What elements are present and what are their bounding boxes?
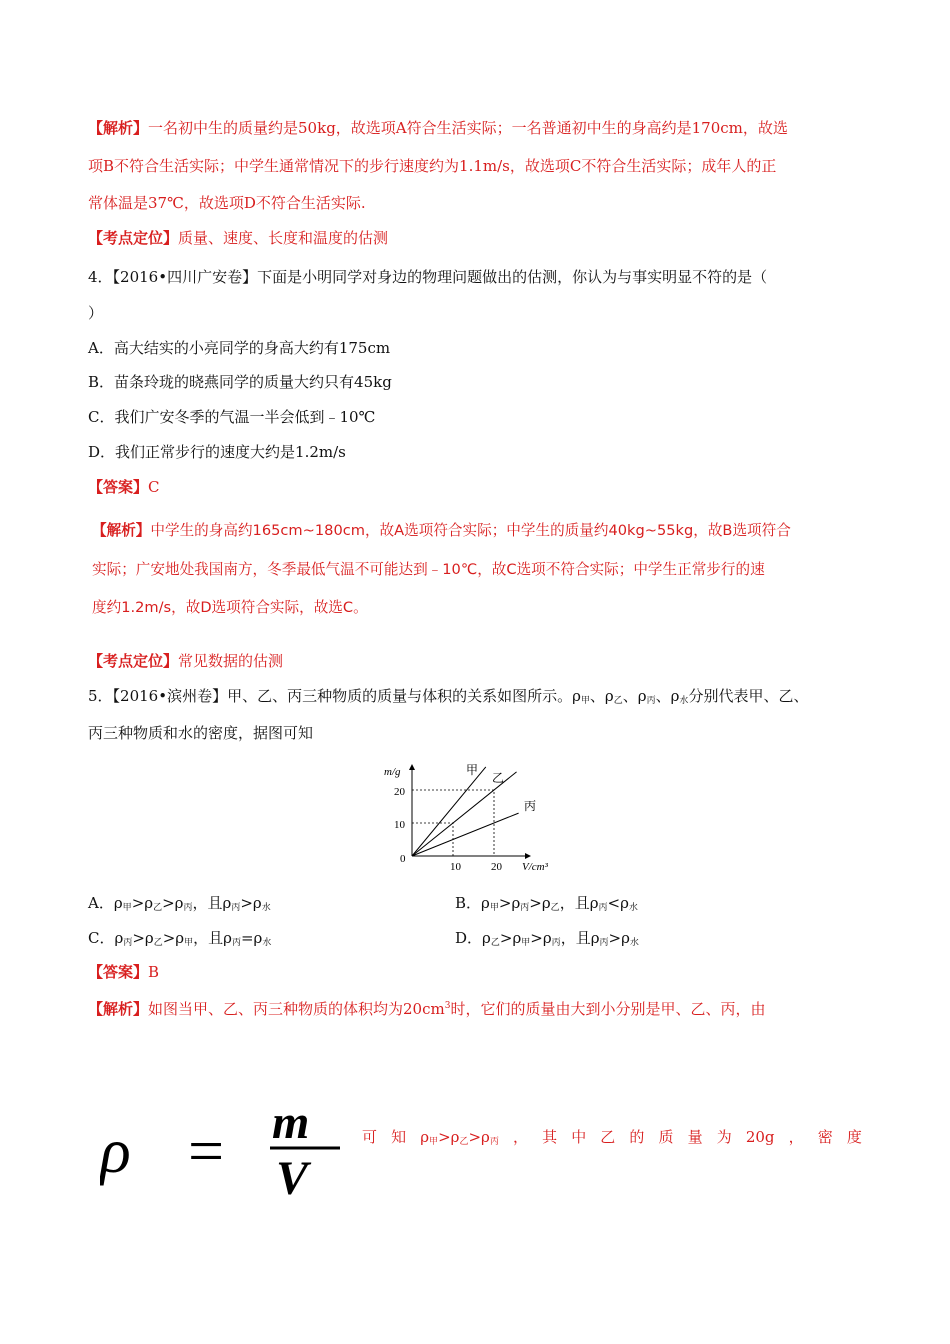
q4-option-b: B．苗条玲珑的晓燕同学的质量大约只有45kg [88,373,392,391]
origin-label: 0 [400,853,406,865]
q5-mass-volume-graph [380,760,570,875]
q4-answer: 【答案】C [88,478,160,496]
q4-knowledge-point: 【考点定位】常见数据的估测 [88,652,284,670]
density-formula [100,1100,350,1200]
formula-rho: ρ [100,1115,131,1186]
y-tick-20: 20 [394,786,405,798]
series-label-bing: 丙 [524,799,537,813]
formula-numerator: m [272,1100,310,1149]
q3-analysis-line-3: 常体温是37℃，故选项D不符合生活实际. [88,194,366,212]
q3-analysis-line-2: 项B不符合生活实际；中学生通常情况下的步行速度约为1.1m/s，故选项C不符合生活实际；成年人的正 [88,157,777,175]
x-tick-20: 20 [491,861,502,873]
q4-analysis-line-3: 度约1.2m/s，故D选项符合实际，故选C。 [92,599,368,616]
formula-denominator: V [276,1152,309,1200]
series-jia [412,767,486,856]
q5-stem-line-2: 丙三种物质和水的密度，据图可知 [88,724,314,742]
q5-answer: 【答案】B [88,963,160,981]
series-label-yi: 乙 [492,771,505,785]
formula-equals: = [188,1115,225,1186]
q5-option-a: A．$\rho_甲>\rho_乙>\rho_丙$，且$\rho_丙>\rho_水$ [88,894,271,913]
q4-stem-line-2: ） [88,304,104,322]
x-tick-10: 10 [450,861,461,873]
q4-option-a: A．高大结实的小亮同学的身高大约有175cm [88,339,391,357]
q5-analysis-tail: 可 知 $\rho_甲>\rho_乙>\rho_丙$ ， 其 中 乙 的 质 量 为 20g ， 密 度 [362,1126,862,1153]
q4-analysis-line-2: 实际；广安地处我国南方，冬季最低气温不可能达到﹣10℃，故C选项不符合实际；中学生正常步行的速 [92,561,765,578]
q5-analysis-line-1: 【解析】如图当甲、乙、丙三种物质的体积均为$20cm^3$时，它们的质量由大到小分别是甲、乙、丙，由 [88,1000,766,1018]
q3-analysis-line-1: 【解析】一名初中生的质量约是50kg，故选项A符合生活实际；一名普通初中生的身高约是170cm，故选 [88,119,788,137]
q5-option-d: D．$\rho_乙>\rho_甲>\rho_丙$，且$\rho_丙>\rho_水$ [455,929,639,948]
y-tick-10: 10 [394,819,405,831]
q4-stem-line-1: 4．【2016•四川广安卷】下面是小明同学对身边的物理问题做出的估测，你认为与事实明显不符的是（ [88,268,768,286]
q4-option-c: C．我们广安冬季的气温一半会低到﹣10℃ [88,408,376,426]
y-axis-label: m/g [384,766,401,778]
q3-knowledge-point: 【考点定位】质量、速度、长度和温度的估测 [88,229,389,247]
q4-option-d: D．我们正常步行的速度大约是1.2m/s [88,443,346,461]
q5-stem-line-1: 5．【2016•滨州卷】甲、乙、丙三种物质的质量与体积的关系如图所示。$\rho_甲$、$\rho_乙$、$\rho_丙$、$\rho_水$分别代表甲、乙、 [88,687,809,706]
q5-option-c: C．$\rho_丙>\rho_乙>\rho_甲$，且$\rho_丙=\rho_水$ [88,929,272,948]
q5-option-b: B．$\rho_甲>\rho_丙>\rho_乙$，且$\rho_丙<\rho_水$ [455,894,638,913]
x-axis-label: V/cm³ [522,861,548,873]
rho-comparison: $\rho_甲>\rho_乙>\rho_丙$ [420,1128,499,1147]
series-bing [412,813,519,856]
q4-analysis-line-1: 【解析】中学生的身高约165cm~180cm，故A选项符合实际；中学生的质量约40kg~55kg，故B选项符合 [92,522,791,539]
series-label-jia: 甲 [466,763,479,777]
